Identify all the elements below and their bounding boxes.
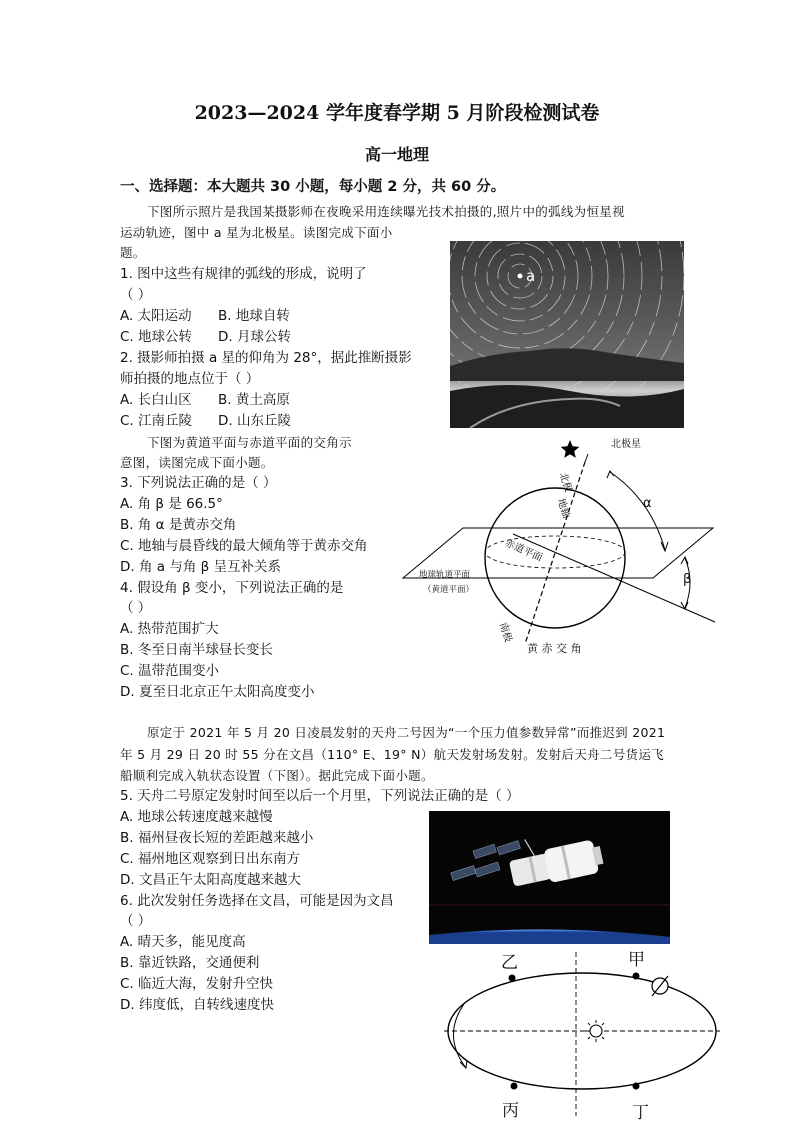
q4-stem: 4. 假设角 β 变小，下列说法正确的是: [120, 580, 344, 596]
q3-option-b[interactable]: B. 角 α 是黄赤交角: [120, 517, 237, 533]
q1-bracket: （ ）: [120, 287, 152, 303]
q2-stem-line1: 2. 摄影师拍摄 a 星的仰角为 28°，据此推断摄影: [120, 350, 412, 366]
beta-label: β: [683, 572, 692, 587]
diagram-caption: 黄 赤 交 角: [527, 642, 582, 655]
q1-option-b[interactable]: B. 地球自转: [218, 308, 290, 324]
q1-option-c[interactable]: C. 地球公转: [120, 329, 193, 345]
alpha-label: α: [643, 496, 652, 511]
section-heading: 一、选择题：本大题共 30 小题，每小题 2 分，共 60 分。: [120, 179, 506, 195]
q5-stem: 5. 天舟二号原定发射时间至以后一个月里，下列说法正确的是（ ）: [120, 788, 520, 804]
q4-option-b[interactable]: B. 冬至日南半球昼长变长: [120, 642, 273, 658]
q5-option-a[interactable]: A. 地球公转速度越来越慢: [120, 809, 273, 825]
q2-option-c[interactable]: C. 江南丘陵: [120, 413, 193, 429]
q2-option-d[interactable]: D. 山东丘陵: [218, 413, 291, 429]
q1-option-a[interactable]: A. 太阳运动: [120, 308, 192, 324]
q4-bracket: （ ）: [120, 600, 152, 616]
spacecraft-photo: [429, 811, 670, 944]
ecliptic-plane-label: （黄道平面）: [423, 585, 475, 595]
q2-stem-line2: 师拍摄的地点位于（ ）: [120, 371, 260, 387]
group2-intro-line1: 下图为黄道平面与赤道平面的交角示: [147, 435, 352, 450]
q1-option-d[interactable]: D. 月球公转: [218, 329, 291, 345]
axis-label: 地轴: [554, 497, 572, 520]
q5-option-c[interactable]: C. 福州地区观察到日出东南方: [120, 851, 301, 867]
q6-option-c[interactable]: C. 临近大海，发射升空快: [120, 976, 274, 992]
polaris-label: a: [526, 267, 536, 285]
orbit-diagram: [438, 944, 720, 1123]
q6-option-b[interactable]: B. 靠近铁路，交通便利: [120, 955, 260, 971]
exam-subject: 高一地理: [364, 145, 429, 164]
q5-option-b[interactable]: B. 福州昼夜长短的差距越来越小: [120, 830, 314, 846]
group3-intro-line3: 船顺利完成入轨状态设置（下图）。据此完成下面小题。: [120, 768, 434, 783]
q6-option-a[interactable]: A. 晴天多，能见度高: [120, 934, 246, 950]
group1-intro-line3: 题。: [120, 245, 146, 260]
q2-option-a[interactable]: A. 长白山区: [120, 392, 192, 408]
q3-option-c[interactable]: C. 地轴与晨昏线的最大倾角等于黄赤交角: [120, 538, 368, 554]
polaris-text: 北极星: [611, 439, 641, 450]
q3-option-a[interactable]: A. 角 β 是 66.5°: [120, 496, 223, 512]
q6-bracket: （ ）: [120, 913, 152, 929]
south-pole-label: 南极: [496, 621, 514, 644]
star-trail-photo: [450, 241, 684, 428]
north-pole-label: 北极: [556, 471, 574, 494]
q6-stem: 6. 此次发射任务选择在文昌，可能是因为文昌: [120, 893, 394, 909]
group1-intro-line1: 下图所示照片是我国某摄影师在夜晚采用连续曝光技术拍摄的,照片中的弧线为恒星视: [147, 204, 625, 219]
orbit-label-bing: 丙: [502, 1101, 519, 1121]
orbit-label-jia: 甲: [628, 950, 645, 970]
exam-title: 2023—2024 学年度春学期 5 月阶段检测试卷: [194, 102, 600, 124]
orbit-label-yi: 乙: [501, 953, 518, 973]
q5-option-d[interactable]: D. 文昌正午太阳高度越来越大: [120, 872, 301, 888]
group3-intro-line2: 年 5 月 29 日 20 时 55 分在文昌（110° E、19° N）航天发射场发射。发射后天舟二号货运飞: [120, 747, 664, 762]
q6-option-d[interactable]: D. 纬度低，自转线速度快: [120, 997, 274, 1013]
q3-stem: 3. 下列说法正确的是（ ）: [120, 475, 277, 491]
ecliptic-diagram: [395, 432, 720, 662]
q4-option-a[interactable]: A. 热带范围扩大: [120, 621, 219, 637]
orbit-plane-label: 地球轨道平面: [419, 570, 471, 580]
q1-stem: 1. 图中这些有规律的弧线的形成，说明了: [120, 266, 367, 282]
group2-intro-line2: 意图，读图完成下面小题。: [120, 455, 274, 470]
group3-intro-line1: 原定于 2021 年 5 月 20 日凌晨发射的天舟二号因为“一个压力值参数异常”而推迟到 2021: [147, 725, 666, 740]
q3-option-d[interactable]: D. 角 a 与角 β 呈互补关系: [120, 559, 282, 575]
q2-option-b[interactable]: B. 黄土高原: [218, 392, 290, 408]
group1-intro-line2: 运动轨迹，图中 a 星为北极星。读图完成下面小: [120, 225, 393, 240]
q4-option-c[interactable]: C. 温带范围变小: [120, 663, 220, 679]
equator-plane-label: 赤道平面: [502, 537, 544, 564]
orbit-label-ding: 丁: [632, 1103, 649, 1123]
q4-option-d[interactable]: D. 夏至日北京正午太阳高度变小: [120, 684, 315, 700]
